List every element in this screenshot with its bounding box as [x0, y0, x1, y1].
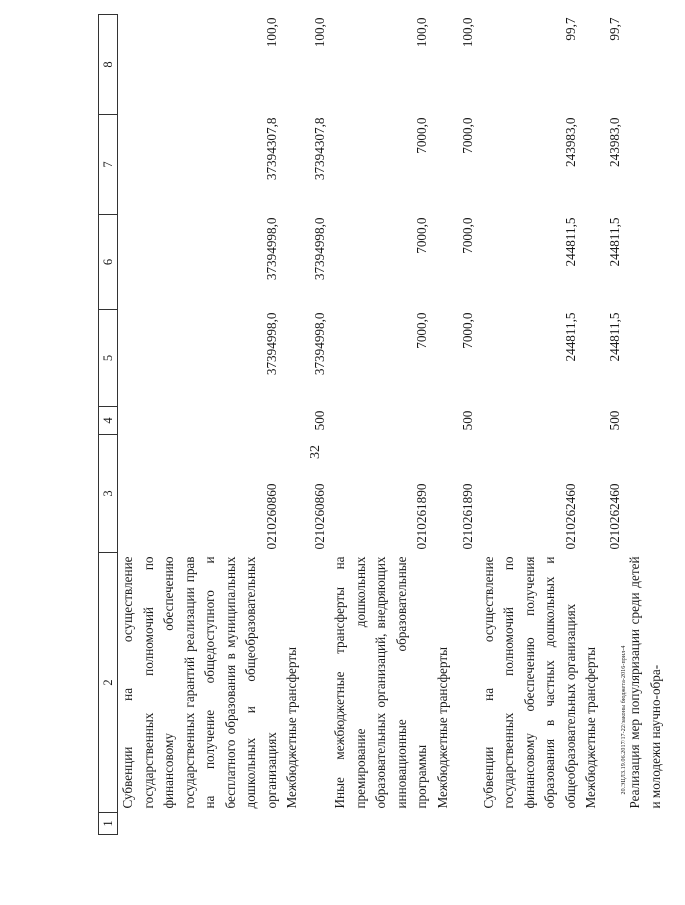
target-code	[625, 435, 685, 553]
target-code: 0210260860	[311, 483, 327, 550]
percent-col8: 100,0	[311, 17, 327, 48]
row-name: Межбюджетные трансферты	[583, 647, 598, 809]
row-name: Межбюджетные трансферты	[434, 647, 450, 809]
budget-table	[98, 14, 685, 835]
amount-col5: 244811,5	[606, 312, 622, 362]
row-name: Иные межбюджетные трансферты на премирование дошкольных образовательных организаций, внедряющих инновационные образовательные программы	[332, 556, 429, 809]
percent-col8	[625, 15, 685, 115]
column-header: 1	[99, 813, 118, 835]
target-code: 0210262460	[606, 483, 622, 550]
amount-col7: 7000,0	[460, 117, 475, 154]
amount-col5	[625, 310, 685, 407]
percent-col8: 100,0	[263, 17, 279, 48]
table-row	[118, 15, 283, 835]
row-name: Реализация мер популяризации среди детей и молодежи научно-обра-	[627, 556, 663, 809]
amount-col5: 37394998,0	[311, 312, 327, 376]
column-header: 4	[99, 407, 118, 435]
amount-col7: 37394307,8	[311, 117, 327, 181]
amount-col6: 37394998,0	[311, 217, 327, 281]
expense-kind	[479, 407, 582, 435]
amount-col7: 37394307,8	[263, 117, 279, 181]
target-code: 0210262460	[562, 483, 578, 550]
percent-col8: 99,7	[562, 17, 578, 41]
expense-kind	[330, 407, 433, 435]
expense-kind: 500	[311, 410, 327, 431]
row-name: Субвенции на осуществление государственных полномочий по финансовому обеспечению получения образования в частных дошкольных и общеобразовательных организациях	[480, 556, 578, 809]
column-header: 8	[99, 15, 118, 115]
amount-col7	[625, 115, 685, 215]
table-row	[581, 15, 625, 835]
table-row	[433, 15, 479, 835]
amount-col6: 7000,0	[414, 217, 429, 254]
amount-col5: 7000,0	[414, 312, 429, 349]
percent-col8: 100,0	[414, 17, 429, 48]
table-row	[479, 15, 582, 835]
amount-col6: 244811,5	[562, 217, 578, 267]
page-number: 32	[308, 445, 323, 459]
expense-kind	[118, 407, 283, 435]
target-code: 0210261890	[460, 483, 475, 550]
amount-col6: 244811,5	[606, 217, 622, 267]
target-code: 0210260860	[263, 483, 279, 550]
amount-col7: 243983,0	[606, 117, 622, 167]
row-name: Субвенции на осуществление государственных полномочий по финансовому обеспечению государственных гарантий реализации прав на получение общедоступного и бесплатного образования в муниципальных дошкольных и общеобразовательных организациях	[120, 556, 279, 809]
row-name: Межбюджетные трансферты	[284, 647, 299, 809]
column-header: 3	[99, 435, 118, 553]
table-header-row	[99, 15, 118, 835]
table-row	[330, 15, 433, 835]
table-row	[282, 15, 330, 835]
column-header: 6	[99, 215, 118, 310]
amount-col5: 7000,0	[460, 312, 475, 349]
expense-kind: 500	[460, 410, 475, 431]
amount-col6	[625, 215, 685, 310]
amount-col5: 37394998,0	[263, 312, 279, 376]
percent-col8: 100,0	[460, 17, 475, 48]
column-header: 7	[99, 115, 118, 215]
amount-col6: 37394998,0	[263, 217, 279, 281]
footer-note: 20.ЭЦЛЗ.19.06.2017/17-22/законы бюджета-2016-прил-4	[621, 645, 627, 795]
percent-col8: 99,7	[606, 17, 622, 41]
amount-col5: 244811,5	[562, 312, 578, 362]
amount-col7: 243983,0	[562, 117, 578, 167]
amount-col6: 7000,0	[460, 217, 475, 254]
column-header: 2	[99, 553, 118, 813]
expense-kind	[625, 407, 685, 435]
amount-col7: 7000,0	[414, 117, 429, 154]
column-header: 5	[99, 310, 118, 407]
expense-kind: 500	[606, 410, 622, 431]
table-row	[625, 15, 685, 835]
target-code: 0210261890	[414, 483, 429, 550]
